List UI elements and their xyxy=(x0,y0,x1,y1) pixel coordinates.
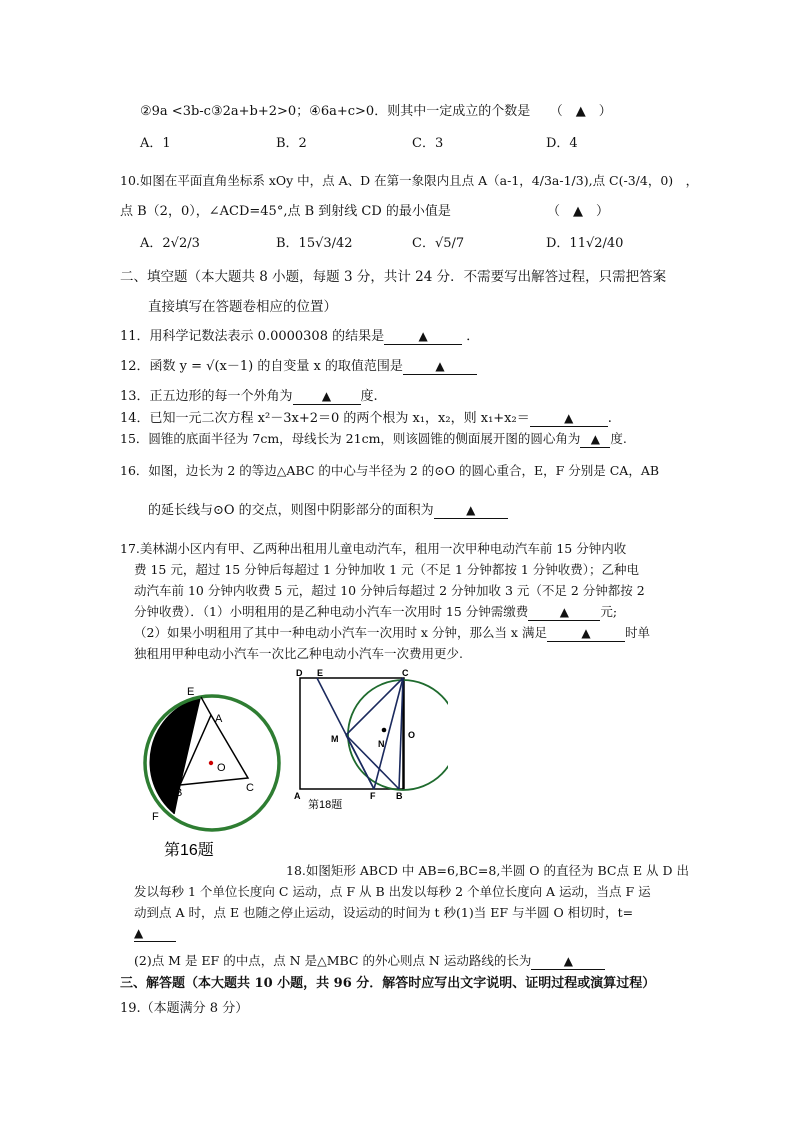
q16-blank: ▲ xyxy=(434,503,508,519)
fig18-label-d: D xyxy=(296,668,303,678)
q17-line5: （2）如果小明租用了其中一种电动小汽车一次用时 x 分钟，那么当 x 满足 ▲ 时单 xyxy=(134,625,650,640)
q18-line5: (2)点 M 是 EF 的中点，点 N 是△MBC 的外心则点 N 运动路线的长为 ▲ xyxy=(134,952,605,970)
figure-18 xyxy=(288,662,448,814)
fig16-label-b: B xyxy=(175,787,183,799)
fig16-label-o: O xyxy=(217,762,226,774)
q10-line1: 10.如图在平面直角坐标系 xOy 中，点 A、D 在第一象限内且点 A（a-1，4/3a-1/3),点 C(-3/4，0) ， xyxy=(120,173,699,188)
q18-blank2: ▲ xyxy=(531,954,605,970)
q14-blank: ▲ xyxy=(530,411,608,427)
q17-line2: 费 15 元，超过 15 分钟后每超过 1 分钟加收 1 元（不足 1 分钟都按 1 分钟收费）；乙种电 xyxy=(134,562,640,577)
q18-blank1: ▲ xyxy=(134,926,176,942)
fig18-label-a: A xyxy=(294,791,301,801)
q17-line1: 17.美林湖小区内有甲、乙两种出租用儿童电动汽车，租用一次甲种电动汽车前 15 分钟内收 xyxy=(120,541,627,556)
q11: 11．用科学记数法表示 0.0000308 的结果是 ▲ ． xyxy=(120,329,480,344)
q18-line3: 动到点 A 时，点 E 也随之停止运动，设运动的时间为 t 秒(1)当 EF 与半圆 O 相切时，t= xyxy=(134,905,634,920)
fig18-label-e: E xyxy=(317,668,324,678)
q17-line3: 动汽车前 10 分钟内收费 5 元，超过 10 分钟后每超过 2 分钟加收 3 元（不足 2 分钟都按 2 xyxy=(134,583,645,598)
q10-option-b: B．15√3/42 xyxy=(276,236,353,251)
q18-line2: 发以每秒 1 个单位长度向 C 运动，点 F 从 B 出发以每秒 2 个单位长度向 A 运动，当点 F 运 xyxy=(134,884,651,899)
q16-line1: 16．如图，边长为 2 的等边△ABC 的中心与半径为 2 的⊙O 的圆心重合，E，F 分别是 CA，AB xyxy=(120,463,660,478)
q9-option-d: D．4 xyxy=(546,136,578,151)
fig18-label-n: N xyxy=(378,739,385,749)
fig16-label-a: A xyxy=(215,713,223,725)
fig16-label-c: C xyxy=(246,782,254,794)
q17-line4: 分钟收费）．（1）小明租用的是乙种电动小汽车一次用时 15 分钟需缴费 ▲ 元; xyxy=(134,604,618,619)
q16-line2: 的延长线与⊙O 的交点，则图中阴影部分的面积为 ▲ xyxy=(148,502,508,520)
q18-line1: 18.如图矩形 ABCD 中 AB=6,BC=8,半圆 O 的直径为 BC点 E 从 D 出 xyxy=(286,863,690,878)
q13-blank: ▲ xyxy=(293,389,361,405)
q9-option-b: B．2 xyxy=(276,136,307,151)
q9-option-a: A．1 xyxy=(140,136,171,151)
q12-blank: ▲ xyxy=(403,359,477,375)
q14: 14．已知一元二次方程 x²－3x+2＝0 的两个根为 x₁，x₂，则 x₁+x₂＝ ▲ . xyxy=(120,411,612,426)
figure-16 xyxy=(140,680,290,860)
fig18-point-n xyxy=(382,728,387,733)
q17-line6: 独租用甲种电动小汽车一次比乙种电动小汽车一次费用更少. xyxy=(134,646,463,661)
fig18-label-b: B xyxy=(396,791,403,801)
q15-blank: ▲ xyxy=(580,432,610,448)
q11-blank: ▲ xyxy=(384,329,462,345)
fig16-caption: 第16题 xyxy=(164,842,214,859)
fig18-label-f: F xyxy=(370,791,376,801)
q10-answer-mark: （ ▲ ） xyxy=(547,204,609,219)
q10-option-d: D．11√2/40 xyxy=(546,236,624,251)
section3-heading: 三、解答题（本大题共 10 小题，共 96 分．解答时应写出文字说明、证明过程或演算过程） xyxy=(120,976,656,991)
q13: 13．正五边形的每一个外角为 ▲ 度. xyxy=(120,389,378,404)
q9-option-c: C．3 xyxy=(412,136,444,151)
section2-heading: 二、填空题（本大题共 8 小题，每题 3 分，共计 24 分．不需要写出解答过程，只需把答案 xyxy=(120,269,667,285)
section2-heading-cont: 直接填写在答题卷相应的位置） xyxy=(148,299,337,315)
fig18-label-o: O xyxy=(408,730,416,740)
q17-blank1: ▲ xyxy=(528,605,600,621)
q10-option-a: A．2√2/3 xyxy=(140,236,200,251)
q18-blank1-line xyxy=(134,925,176,943)
q15: 15．圆锥的底面半径为 7cm，母线长为 21cm，则该圆锥的侧面展开图的圆心角为 ▲ 度. xyxy=(120,431,627,446)
q19-heading: 19.（本题满分 8 分） xyxy=(120,1001,249,1016)
q10-line2: 点 B（2，0），∠ACD=45°,点 B 到射线 CD 的最小值是 xyxy=(120,204,451,219)
fig16-label-e: E xyxy=(187,686,195,698)
q10-option-c: C．√5/7 xyxy=(412,236,465,251)
fig16-center-dot xyxy=(209,761,213,765)
fig18-caption: 第18题 xyxy=(308,799,343,811)
fig18-label-m: M xyxy=(331,734,339,744)
q12: 12．函数 y = √(x－1) 的自变量 x 的取值范围是 ▲ xyxy=(120,358,477,376)
fig18-label-c: C xyxy=(402,668,409,678)
q9-line: ②9a <3b-c③2a+b+2>0；④6a+c>0．则其中一定成立的个数是 （ ▲ ） xyxy=(140,104,612,119)
q17-blank2: ▲ xyxy=(547,626,625,642)
fig16-label-f: F xyxy=(152,811,159,823)
